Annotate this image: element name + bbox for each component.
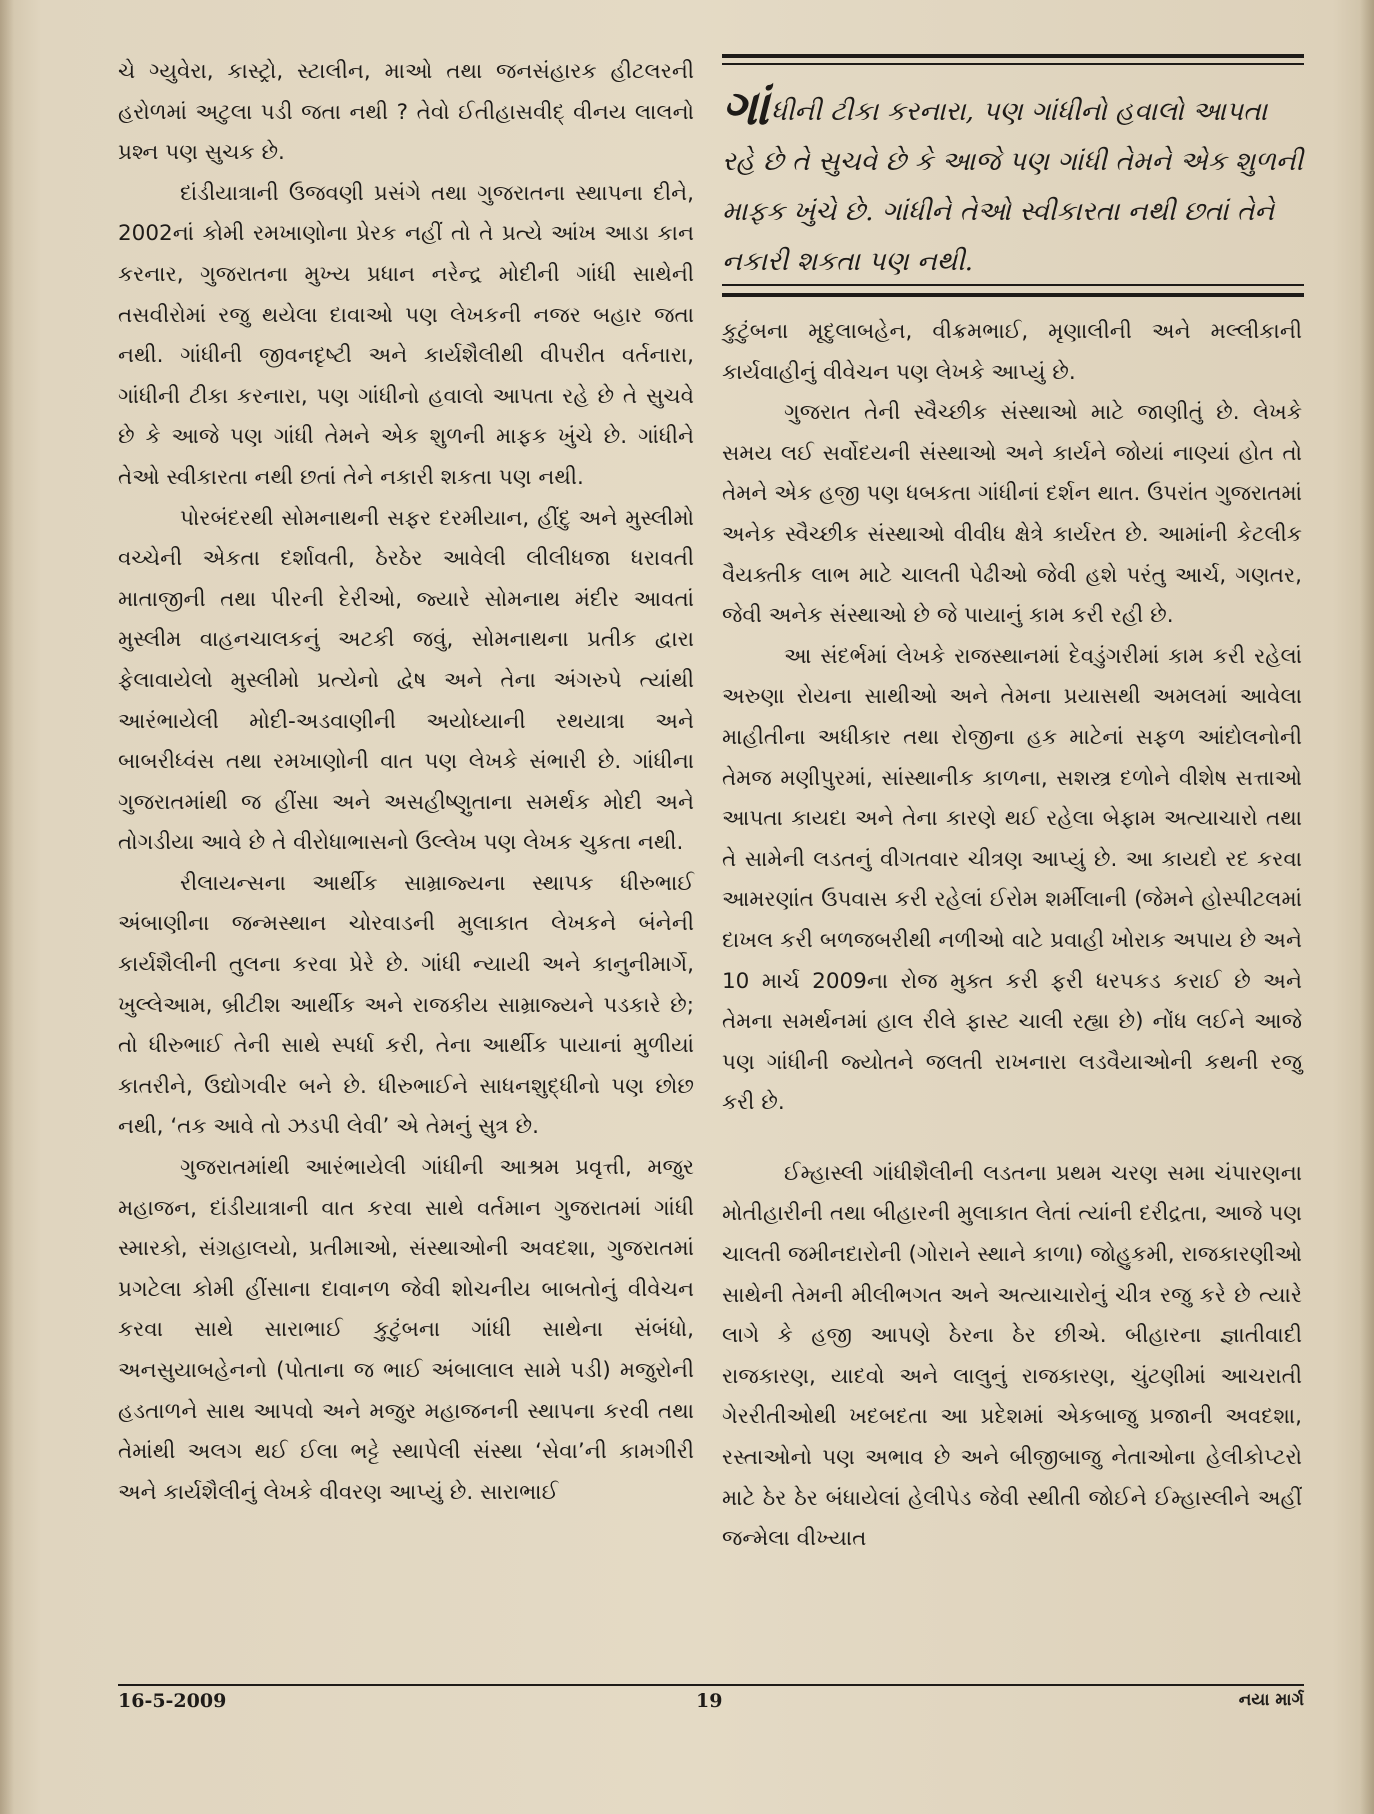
- paragraph: રીલાયન્સના આર્થીક સામ્રાજ્યના સ્થાપક ધીરુભાઈ અંબાણીના જન્મસ્થાન ચોરવાડની મુલાકાત લેખકને બંનેની કાર્યશૈલીની તુલના કરવા પ્રેરે છે. ગાંધી ન્યાયી અને કાનુનીમાર્ગે, ખુલ્લેઆમ, બ્રીટીશ આર્થીક અને રાજકીય સામ્રાજ્યને પડકારે છે; તો ધીરુભાઈ તેની સાથે સ્પર્ધા કરી, તેના આર્થીક પાયાનાં મુળીયાં કાતરીને, ઉદ્યોગવીર બને છે. ધીરુભાઈને સાધનશુદ્ધીનો પણ છોછ નથી, ‘તક આવે તો ઝડપી લેવી’ એ તેમનું સુત્ર છે.: [118, 870, 694, 1140]
- pullquote-dropcap: ગાં: [722, 80, 769, 136]
- paragraph: ગુજરાતમાંથી આરંભાયેલી ગાંધીની આશ્રમ પ્રવૃત્તી, મજુર મહાજન, દાંડીયાત્રાની વાત કરવા સાથે વર્તમાન ગુજરાતમાં ગાંધી સ્મારકો, સંગ્રહાલયો, પ્રતીમાઓ, સંસ્થાઓની અવદશા, ગુજરાતમાં પ્રગટેલા કોમી હીંસાના દાવાનળ જેવી શોચનીય બાબતોનું વીવેચન કરવા સાથે સારાભાઈ કુટુંબના ગાંધી સાથેના સંબંધો, અનસુયાબહેનનો (પોતાના જ ભાઈ અંબાલાલ સામે પડી) મજુરોની હડતાળને સાથ આપવો અને મજુર મહાજનની સ્થાપના કરવી તથા તેમાંથી અલગ થઈ ઈલા ભટ્ટે સ્થાપેલી સંસ્થા ‘સેવા’ની કામગીરી અને કાર્યશૈલીનું લેખકે વીવરણ આપ્યું છે. સારાભાઈ: [118, 1155, 694, 1505]
- pullquote-bottom-rule: [722, 293, 1304, 297]
- pullquote-bottom-rule-thin: [722, 284, 1304, 286]
- pullquote-top-rule: [722, 54, 1304, 58]
- page-edge-shadow-right: [1360, 0, 1374, 1814]
- paragraph: આ સંદર્ભમાં લેખકે રાજસ્થાનમાં દેવડુંગરીમાં કામ કરી રહેલાં અરુણા રોયના સાથીઓ અને તેમના પ્રયાસથી અમલમાં આવેલા માહીતીના અધીકાર તથા રોજીના હક માટેનાં સફળ આંદોલનોની તેમજ મણીપુરમાં, સાંસ્થાનીક કાળના, સશસ્ત્ર દળોને વીશેષ સત્તાઓ આપતા કાયદા અને તેના કારણે થઈ રહેલા બેફામ અત્યાચારો તથા તે સામેની લડતનું વીગતવાર ચીત્રણ આપ્યું છે. આ કાયદો રદ કરવા આમરણાંત ઉપવાસ કરી રહેલાં ઈરોમ શર્મીલાની (જેમને હોસ્પીટલમાં દાખલ કરી બળજબરીથી નળીઓ વાટે પ્રવાહી ખોરાક અપાય છે અને 10 માર્ચ 2009ના રોજ મુક્ત કરી ફરી ધરપકડ કરાઈ છે અને તેમના સમર્થનમાં હાલ રીલે ફાસ્ટ ચાલી રહ્યા છે) નોંધ લઈને આજે પણ ગાંધીની જ્યોતને જલતી રાખનારા લડવૈયાઓની કથની રજુ કરી છે.: [722, 643, 1302, 1116]
- page-edge-shadow-left: [0, 0, 14, 1814]
- paragraph: ઈમ્હાસ્લી ગાંધીશૈલીની લડતના પ્રથમ ચરણ સમા ચંપારણના મોતીહારીની તથા બીહારની મુલાકાત લેતાં ત્યાંની દરીદ્રતા, આજે પણ ચાલતી જમીનદારોની (ગોરાને સ્થાને કાળા) જોહુકમી, રાજકારણીઓ સાથેની તેમની મીલીભગત અને અત્યાચારોનું ચીત્ર રજુ કરે છે ત્યારે લાગે કે હજી આપણે ઠેરના ઠેર છીએ. બીહારના જ્ઞાતીવાદી રાજકારણ, યાદવો અને લાલુનું રાજકારણ, ચુંટણીમાં આચરાતી ગેરરીતીઓથી ખદબદતા આ પ્રદેશમાં એકબાજુ પ્રજાની અવદશા, રસ્તાઓનો પણ અભાવ છે અને બીજીબાજુ નેતાઓના હેલીકોપ્ટરો માટે ઠેર ઠેર બંધાયેલાં હેલીપેડ જેવી સ્થીતી જોઈને ઈમ્હાસ્લીને અહીં જન્મેલા વીખ્યાત: [722, 1160, 1302, 1552]
- pull-quote: [722, 80, 1304, 287]
- page-number: 19: [696, 1690, 723, 1712]
- footer-rule: [118, 1684, 1304, 1686]
- paragraph: ગુજરાત તેની સ્વૈચ્છીક સંસ્થાઓ માટે જાણીતું છે. લેખકે સમય લઈ સર્વોદયની સંસ્થાઓ અને કાર્યને જોયાં નાણ્યાં હોત તો તેમને એક હજી પણ ધબકતા ગાંધીનાં દર્શન થાત. ઉપરાંત ગુજરાતમાં અનેક સ્વૈચ્છીક સંસ્થાઓ વીવીધ ક્ષેત્રે કાર્યરત છે. આમાંની કેટલીક વૈયક્તીક લાભ માટે ચાલતી પેઢીઓ જેવી હશે પરંતુ આર્ચ, ગણતર, જેવી અનેક સંસ્થાઓ છે જે પાયાનું કામ કરી રહી છે.: [722, 400, 1302, 629]
- paragraph: પોરબંદરથી સોમનાથની સફર દરમીયાન, હીંદુ અને મુસ્લીમો વચ્ચેની એકતા દર્શાવતી, ઠેરઠેર આવેલી લીલીધજા ધરાવતી માતાજીની તથા પીરની દેરીઓ, જ્યારે સોમનાથ મંદીર આવતાં મુસ્લીમ વાહનચાલકનું અટકી જવું, સોમનાથના પ્રતીક દ્વારા ફેલાવાયેલો મુસ્લીમો પ્રત્યેનો દ્વેષ અને તેના અંગરુપે ત્યાંથી આરંભાયેલી મોદી-અડવાણીની અયોધ્યાની રથયાત્રા અને બાબરીધ્વંસ તથા રમખાણોની વાત પણ લેખકે સંભારી છે. ગાંધીના ગુજરાતમાંથી જ હીંસા અને અસહીષ્ણુતાના સમર્થક મોદી અને તોગડીયા આવે છે તે વીરોધાભાસનો ઉલ્લેખ પણ લેખક ચુકતા નથી.: [118, 505, 694, 856]
- paragraph: દાંડીયાત્રાની ઉજવણી પ્રસંગે તથા ગુજરાતના સ્થાપના દીને, 2002નાં કોમી રમખાણોના પ્રેરક નહીં તો તે પ્રત્યે આંખ આડા કાન કરનાર, ગુજરાતના મુખ્ય પ્રધાન નરેન્દ્ર મોદીની ગાંધી સાથેની તસવીરોમાં રજુ થયેલા દાવાઓ પણ લેખકની નજર બહાર જતા નથી. ગાંધીની જીવનદૃષ્ટી અને કાર્યશૈલીથી વીપરીત વર્તનારા, ગાંધીની ટીકા કરનારા, પણ ગાંધીનો હવાલો આપતા રહે છે તે સુચવે છે કે આજે પણ ગાંધી તેમને એક શુળની માફક ખુંચે છે. ગાંધીને તેઓ સ્વીકારતા નથી છતાં તેને નકારી શકતા પણ નથી.: [118, 180, 694, 490]
- paragraph: કુટુંબના મૃદુલાબહેન, વીક્રમભાઈ, મૃણાલીની અને મલ્લીકાની કાર્યવાહીનું વીવેચન પણ લેખકે આપ્યું છે.: [722, 319, 1302, 385]
- left-text-column: [118, 52, 694, 1513]
- pullquote-text: ધીની ટીકા કરનારા, પણ ગાંધીનો હવાલો આપતા રહે છે તે સુચવે છે કે આજે પણ ગાંધી તેમને એક શુળની માફક ખુંચે છે. ગાંધીને તેઓ સ્વીકારતા નથી છતાં તેને નકારી શકતા પણ નથી.: [722, 96, 1304, 277]
- paragraph: ચે ગ્યુવેરા, કાસ્ટ્રો, સ્ટાલીન, માઓ તથા જનસંહારક હીટલરની હરોળમાં અટુલા પડી જતા નથી ? તેવો ઈતીહાસવીદ્ વીનય લાલનો પ્રશ્ન પણ સુચક છે.: [118, 59, 694, 166]
- pullquote-top-rule-thin: [722, 63, 1304, 65]
- right-text-column: [722, 312, 1302, 1560]
- publication-name: નયા માર્ગ: [1238, 1690, 1304, 1710]
- issue-date: 16-5-2009: [118, 1690, 227, 1712]
